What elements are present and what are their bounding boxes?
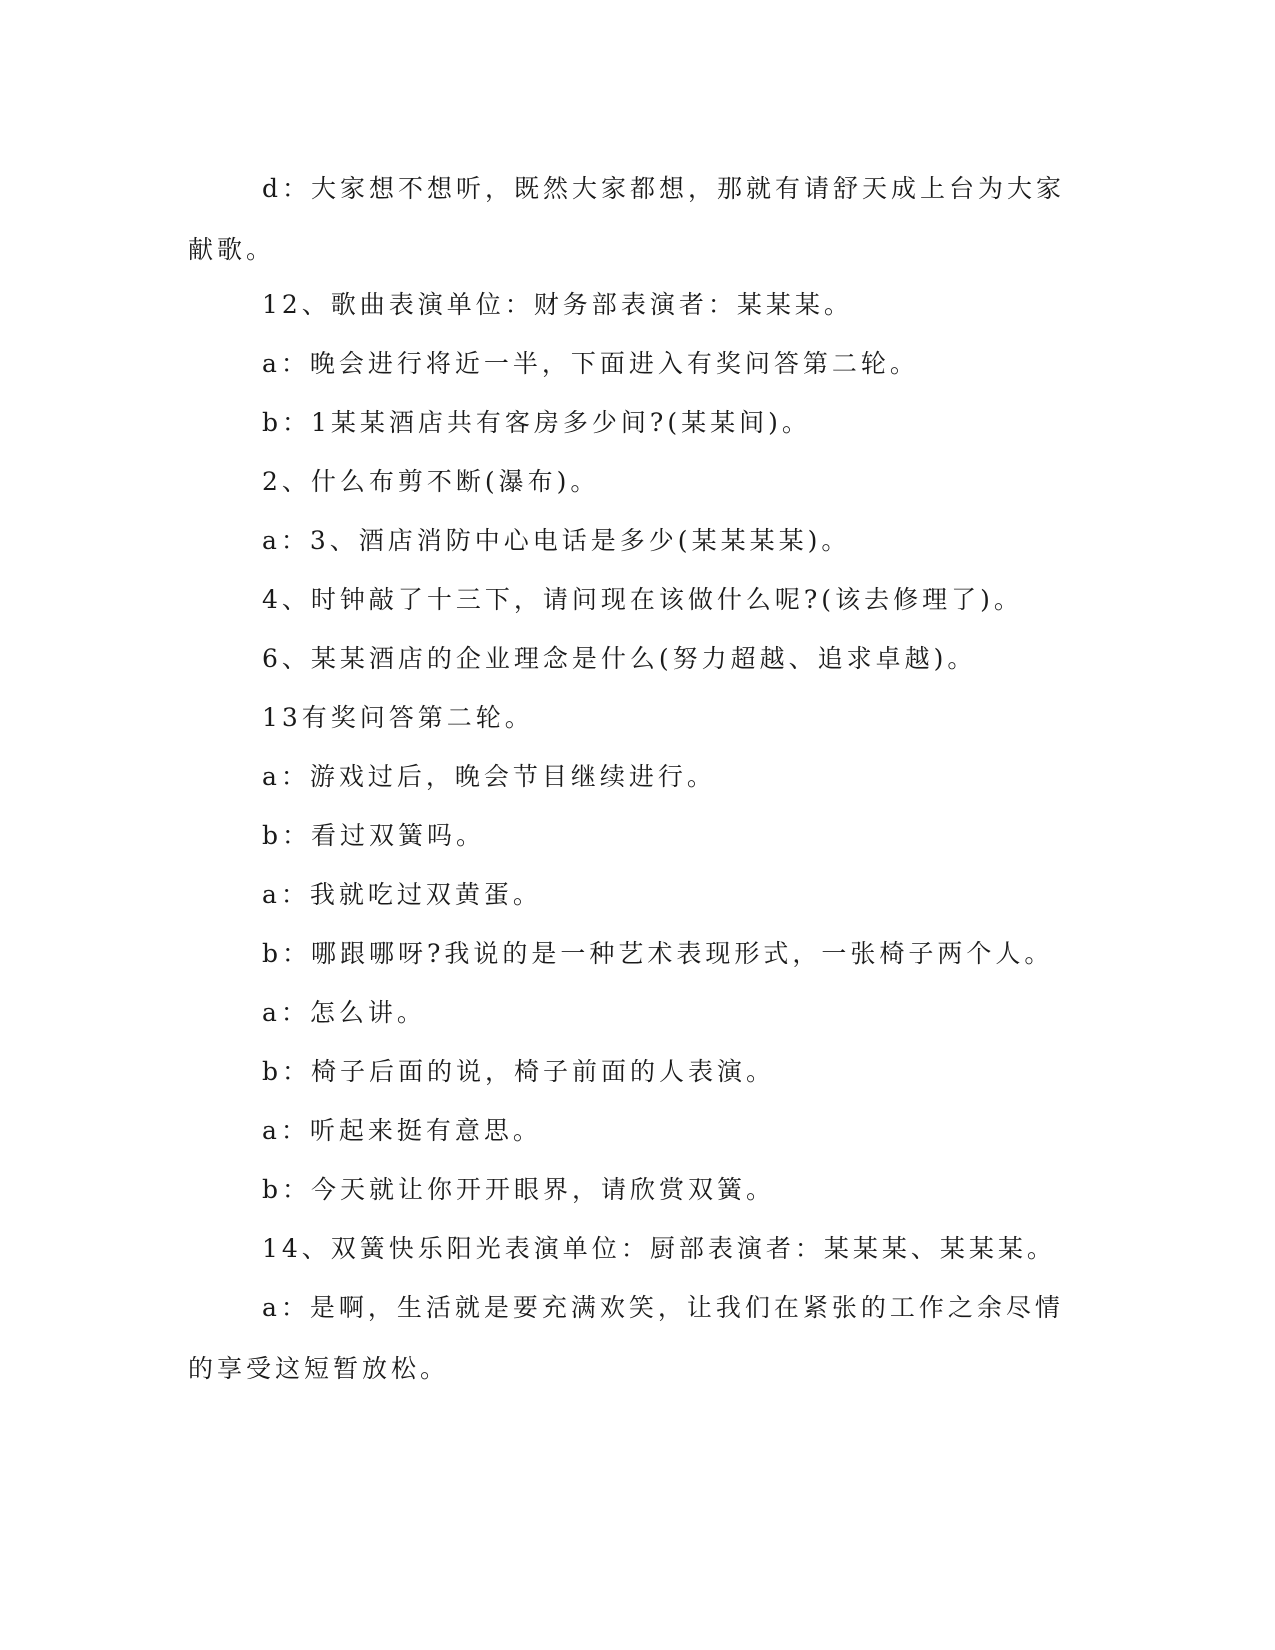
paragraph-intro-d: d：大家想不想听，既然大家都想，那就有请舒天成上台为大家献歌。 [188,174,1066,264]
paragraph-q3: a：3、酒店消防中心电话是多少(某某某某)。 [262,526,851,555]
paragraph-a-interesting: a：听起来挺有意思。 [262,1116,542,1145]
paragraph-a-egg: a：我就吃过双黄蛋。 [262,880,542,909]
paragraph-q6: 6、某某酒店的企业理念是什么(努力超越、追求卓越)。 [262,644,977,673]
paragraph-a-game: a：游戏过后，晚会节目继续进行。 [262,762,716,791]
paragraph-b-chair: b：椅子后面的说，椅子前面的人表演。 [262,1057,776,1086]
paragraph-q4: 4、时钟敲了十三下，请问现在该做什么呢?(该去修理了)。 [262,585,1023,614]
paragraph-a-how: a：怎么讲。 [262,998,426,1027]
paragraph-a-closing: a：是啊，生活就是要充满欢笑，让我们在紧张的工作之余尽情的享受这短暂放松。 [188,1293,1064,1383]
paragraph-b-art: b：哪跟哪呀?我说的是一种艺术表现形式，一张椅子两个人。 [262,939,1054,968]
paragraph-q2: 2、什么布剪不断(瀑布)。 [262,467,600,496]
paragraph-item-13: 13有奖问答第二轮。 [262,703,534,732]
paragraph-item-12: 12、歌曲表演单位：财务部表演者：某某某。 [262,290,853,319]
paragraph-b-seen: b：看过双簧吗。 [262,821,486,850]
paragraph-q1: b：1某某酒店共有客房多少间?(某某间)。 [262,408,811,437]
paragraph-a-half: a：晚会进行将近一半，下面进入有奖问答第二轮。 [262,349,919,378]
paragraph-item-14: 14、双簧快乐阳光表演单位：厨部表演者：某某某、某某某。 [262,1234,1056,1263]
paragraph-b-enjoy: b：今天就让你开开眼界，请欣赏双簧。 [262,1175,776,1204]
